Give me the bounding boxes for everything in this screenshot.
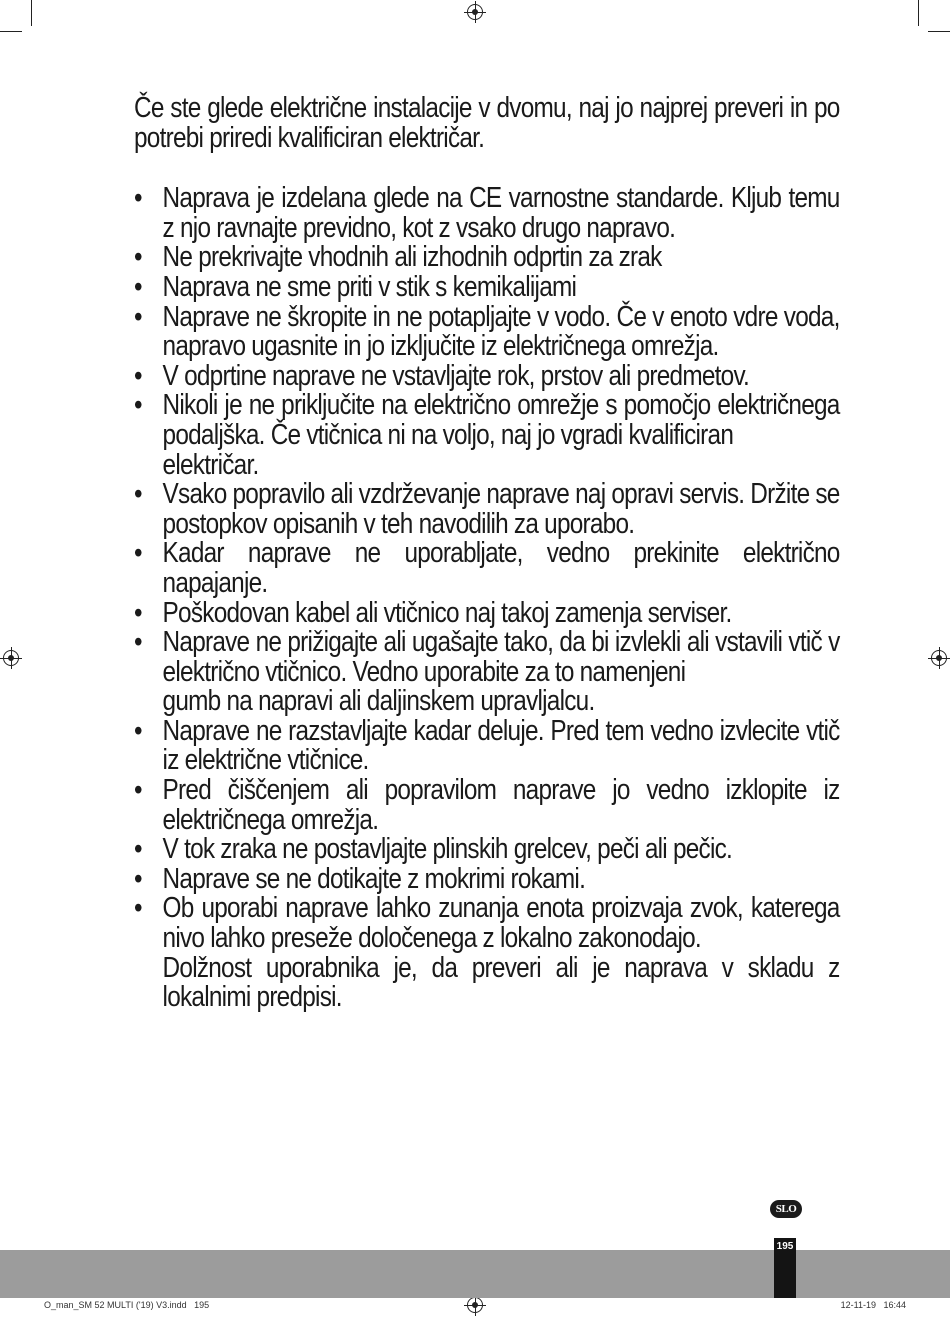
crop-mark-top-left-h (0, 31, 22, 32)
bullet-icon: • (134, 862, 142, 895)
intro-paragraph: Če ste glede električne instalacije v dvomu, naj jo najprej preveri in po potrebi priredi kvalificiran električar. (134, 92, 840, 154)
rule-text-continued: gumb na napravi ali daljinskem upravljalcu. (162, 685, 595, 718)
list-item (134, 539, 840, 598)
footer-bar (0, 1250, 950, 1298)
list-item (134, 628, 840, 717)
bullet-icon: • (134, 300, 142, 333)
bullet-icon: • (134, 714, 142, 747)
rule-text: Nikoli je ne priključite na električno omrežje s pomočjo električnega podaljška. Če vtičnica ni na voljo, naj jo vgradi kvalificiran (162, 389, 840, 451)
safety-rules-list (134, 184, 840, 1013)
page-number: 195 (774, 1238, 796, 1298)
rule-text: Naprava je izdelana glede na CE varnostne standarde. Kljub temu z njo ravnajte previdno, kot z vsako drugo napravo. (162, 182, 840, 244)
list-item (134, 300, 840, 363)
rule-text: Naprave ne razstavljajte kadar deluje. Pred tem vedno izvlecite vtič iz električne vtičnice. (162, 714, 840, 777)
rule-text: Ne prekrivajte vhodnih ali izhodnih odprtin za zrak (162, 241, 662, 274)
list-item (134, 596, 840, 629)
registration-mark-top-icon (467, 4, 483, 20)
bullet-icon: • (134, 241, 142, 274)
crop-mark-top-right-v (918, 0, 919, 26)
bullet-icon: • (134, 774, 142, 807)
bullet-icon: • (134, 892, 142, 925)
list-item (134, 862, 840, 895)
rule-text-continued: Dolžnost uporabnika je, da preveri ali je naprava v skladu z lokalnimi predpisi. (162, 951, 840, 1014)
bullet-icon: • (134, 270, 142, 303)
rule-text: Ob uporabi naprave lahko zunanja enota proizvaja zvok, katerega nivo lahko preseže določenega z lokalno zakonodajo. (162, 892, 840, 955)
rule-text: V tok zraka ne postavljajte plinskih grelcev, peči ali pečic. (162, 833, 733, 866)
crop-mark-top-left-v (31, 0, 32, 26)
rule-text: Vsako popravilo ali vzdrževanje naprave naj opravi servis. Držite se postopkov opisanih v teh navodilih za uporabo. (162, 478, 840, 540)
bullet-icon: • (134, 596, 142, 629)
list-item (134, 835, 840, 865)
list-item (134, 391, 840, 480)
list-item (134, 714, 840, 777)
rule-text: Kadar naprave ne uporabljate, vedno prekinite električno napajanje. (162, 537, 840, 599)
crop-mark-top-right-h (928, 31, 950, 32)
rule-text: Pred čiščenjem ali popravilom naprave jo vedno izklopite iz električnega omrežja. (162, 774, 840, 836)
safety-instructions (134, 94, 840, 1013)
list-item (134, 184, 840, 243)
rule-text: Naprave se ne dotikajte z mokrimi rokami. (162, 862, 586, 895)
bullet-icon: • (134, 626, 142, 659)
bullet-icon: • (134, 833, 142, 866)
print-timestamp: 12-11-19 16:44 (840, 1300, 906, 1310)
language-badge: SLO (770, 1200, 802, 1218)
bullet-icon: • (134, 389, 142, 422)
registration-mark-right-icon (931, 650, 947, 666)
registration-mark-bottom-icon (467, 1297, 483, 1313)
rule-text: V odprtine naprave ne vstavljajte rok, prstov ali predmetov. (162, 359, 750, 392)
rule-text: Naprava ne sme priti v stik s kemikalijami (162, 270, 577, 303)
rule-text-continued: električar. (162, 448, 259, 481)
list-item (134, 894, 840, 1012)
list-item (134, 243, 840, 273)
registration-mark-left-icon (3, 650, 19, 666)
rule-text: Poškodovan kabel ali vtičnico naj takoj zamenja serviser. (162, 596, 732, 629)
list-item (134, 776, 840, 835)
rule-text: Naprave ne škropite in ne potapljajte v vodo. Če v enoto vdre voda, napravo ugasnite in jo izključite iz električnega omrežja. (162, 300, 840, 363)
file-slug: O_man_SM 52 MULTI ('19) V3.indd 195 (44, 1300, 210, 1310)
list-item (134, 270, 840, 303)
bullet-icon: • (134, 478, 142, 511)
list-item (134, 359, 840, 392)
bullet-icon: • (134, 359, 142, 392)
rule-text: Naprave ne prižigajte ali ugašajte tako, da bi izvlekli ali vstavili vtič v električno vtičnico. Vedno uporabite za to namenjeni (162, 626, 840, 688)
bullet-icon: • (134, 537, 142, 570)
list-item (134, 480, 840, 539)
bullet-icon: • (134, 182, 142, 215)
